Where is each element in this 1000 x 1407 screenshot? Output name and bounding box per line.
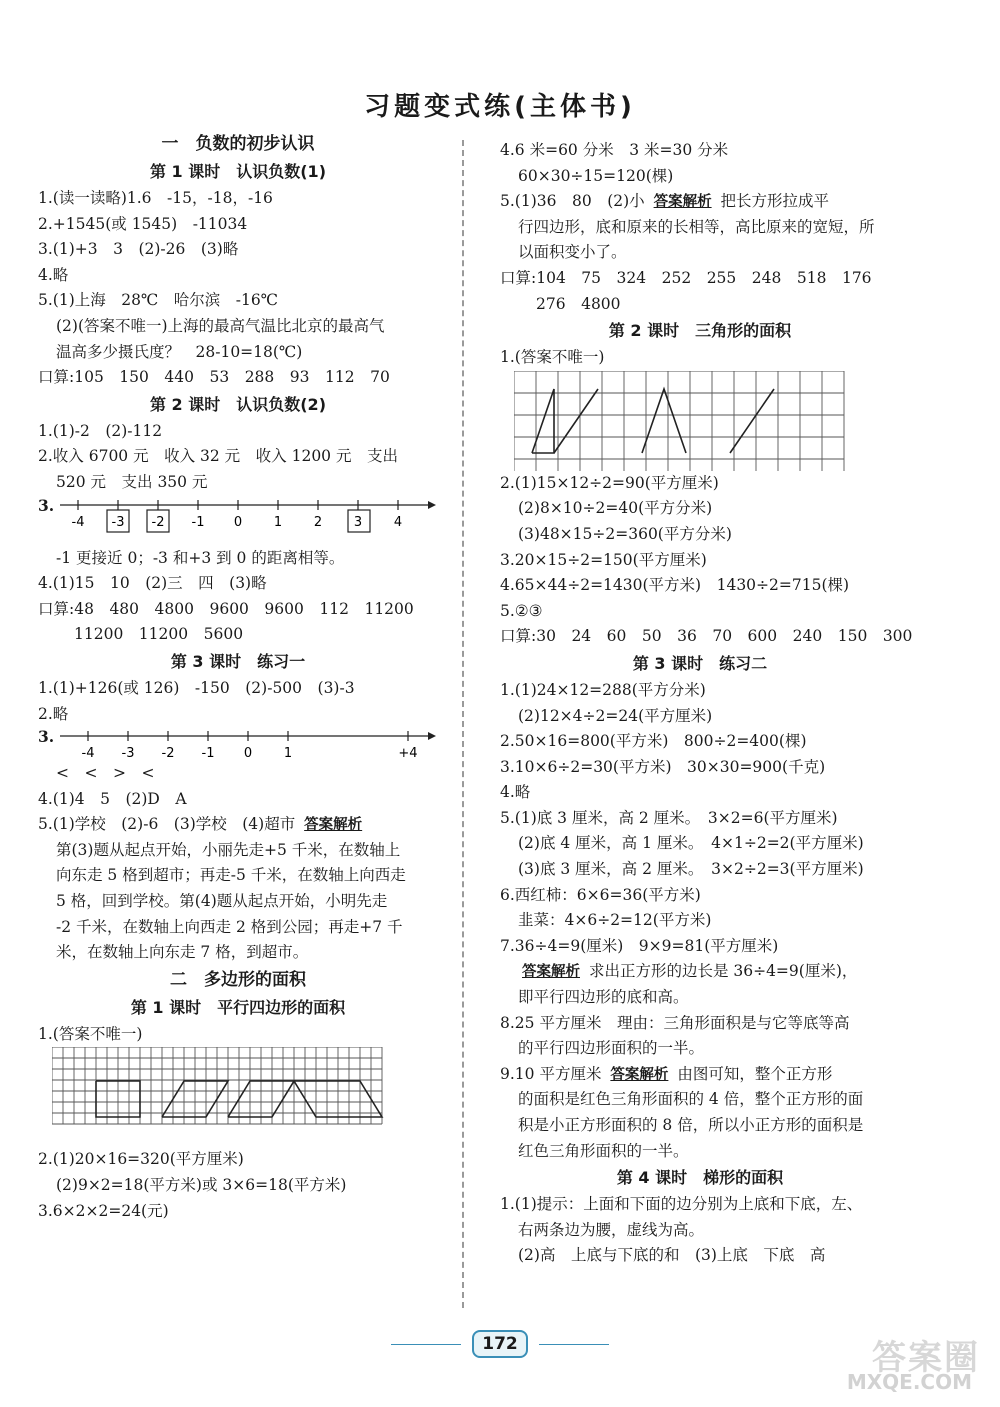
answer-line: (2)8×10÷2=40(平方分米)	[518, 499, 713, 518]
answer-line: 2.50×16=800(平方米) 800÷2=400(棵)	[500, 732, 807, 751]
answer-line: 6.西红柿：6×6=36(平方米)	[500, 885, 701, 904]
page-number: 172	[472, 1330, 528, 1358]
answer-line: 7.36÷4=9(厘米) 9×9=81(平方厘米)	[500, 936, 779, 955]
watermark-url: MXQE.COM	[846, 1370, 972, 1394]
tick-label: +4	[398, 746, 418, 762]
answer-line: 2.+1545(或 1545) -11034	[38, 214, 248, 233]
tick-label: 3	[353, 514, 363, 530]
answer-line: 4.略	[500, 783, 531, 802]
footer-rule-left	[391, 1344, 461, 1345]
answer-line: 3.6×2×2=24(元)	[38, 1201, 169, 1220]
answer-line: (2)9×2=18(平方米)或 3×6=18(平方米)	[56, 1176, 347, 1195]
answer-line: 即平行四边形的底和高。	[518, 988, 689, 1007]
answer-line: 4.(1)15 10 (2)三 四 (3)略	[38, 574, 267, 593]
answer-line	[38, 812, 438, 838]
tick-label: -2	[161, 746, 175, 762]
answer-line: (2)高 上底与下底的和 (3)上底 下底 高	[518, 1246, 826, 1265]
triangle-shape-2	[554, 389, 598, 453]
answer-line: 右两条边为腰，虚线为高。	[518, 1220, 705, 1239]
answer-text: 5.(1)36 80 (2)小	[500, 192, 645, 211]
answer-line: 5 格，回到学校。第(4)题从起点开始，小明先走	[56, 892, 388, 911]
number-line-figure-1	[38, 496, 438, 546]
left-column	[38, 130, 438, 1224]
answer-text: 5.(1)学校 (2)-6 (3)学校 (4)超市	[38, 815, 296, 834]
column-divider	[462, 140, 464, 1308]
answer-line: 第(3)题从起点开始，小丽先走+5 千米，在数轴上	[56, 840, 401, 859]
answer-line: 1.(答案不唯一)	[38, 1024, 143, 1043]
lesson-heading: 第 2 课时 认识负数(2)	[149, 394, 327, 414]
answer-line: 1.(1)24×12=288(平方分米)	[500, 680, 706, 699]
lesson-heading: 第 1 课时 认识负数(1)	[149, 162, 327, 181]
number-line-1	[38, 496, 438, 546]
answer-line: 红色三角形面积的一半。	[518, 1141, 689, 1160]
answer-text: 把长方形拉成平	[720, 192, 830, 211]
answer-line: 2.(1)20×16=320(平方厘米)	[38, 1150, 244, 1169]
parallelogram-grid	[52, 1047, 452, 1147]
lesson-heading: 第 3 课时 练习二	[632, 653, 768, 673]
answer-line: 向东走 5 格到超市；再走-5 千米，在数轴上向西走	[56, 866, 406, 885]
answer-line: 的面积是红色三角形面积的 4 倍，整个正方形的面	[518, 1090, 864, 1109]
tick-label: -2	[151, 514, 165, 530]
answer-line: 4.6 米=60 分米 3 米=30 分米	[500, 141, 729, 159]
answer-line: 1.(1)+126(或 126) -150 (2)-500 (3)-3	[38, 678, 355, 697]
answer-text: 求出正方形的边长是 36÷4=9(厘米)，	[588, 962, 858, 981]
tick-label: -1	[201, 746, 215, 762]
answer-line: 1.(读一读略)1.6 -15，-18，-16	[38, 189, 273, 207]
analysis-tag: 答案解析	[653, 194, 712, 211]
answer-line: 60×30÷15=120(棵)	[518, 166, 674, 185]
number-line-2	[38, 727, 438, 761]
answer-text: 由图可知，整个正方形	[677, 1064, 833, 1083]
answer-line: 积是小正方形面积的 8 倍，所以小正方形的面积是	[518, 1116, 864, 1134]
lesson-heading: 第 2 课时 三角形的面积	[608, 321, 792, 341]
answer-line: 1.(答案不唯一)	[500, 348, 605, 367]
triangle-shape-3	[642, 389, 686, 453]
analysis-tag: 答案解析	[610, 1066, 669, 1083]
tick-label: -3	[121, 746, 135, 762]
kousuan-line: 276 4800	[536, 294, 621, 313]
kousuan-line: 11200 11200 5600	[74, 625, 244, 644]
lesson-heading: 第 3 课时 练习一	[170, 651, 306, 671]
answer-line: 4.65×44÷2=1430(平方米) 1430÷2=715(棵)	[500, 576, 850, 595]
answer-line: 4.略	[38, 265, 69, 284]
answer-line: -2 千米，在数轴上向西走 2 格到公园；再走+7 千	[56, 917, 403, 936]
lesson-heading: 第 4 课时 梯形的面积	[616, 1168, 784, 1188]
answer-line: 2.收入 6700 元 收入 32 元 收入 1200 元 支出	[38, 447, 398, 466]
answer-line: 4.(1)4 5 (2)D A	[38, 789, 187, 808]
answer-line: 米，在数轴上向东走 7 格，到超市。	[56, 943, 309, 962]
tick-label: -1	[191, 514, 205, 530]
answer-line: 8.25 平方厘米 理由：三角形面积是与它等底等高	[500, 1013, 850, 1032]
answer-line: 1.(1)提示：上面和下面的边分别为上底和下底，左、	[500, 1195, 863, 1214]
unit-heading-1: 一 负数的初步认识	[161, 134, 315, 154]
watermark-logo: 答案圈	[872, 1338, 980, 1378]
answer-line: 2.略	[38, 704, 69, 723]
tick-label: 0	[243, 746, 253, 762]
answer-line: (2)12×4÷2=24(平方厘米)	[518, 706, 713, 725]
answer-line: 3.(1)+3 3 (2)-26 (3)略	[38, 240, 239, 259]
answer-line	[500, 959, 900, 985]
answer-line	[500, 189, 900, 215]
tick-label: 1	[273, 514, 283, 530]
answer-line: -1 更接近 0；-3 和+3 到 0 的距离相等。	[56, 548, 345, 567]
answer-line: 2.(1)15×12÷2=90(平方厘米)	[500, 473, 719, 492]
tick-label: 2	[313, 514, 323, 530]
tick-label: 0	[233, 514, 243, 530]
answer-line: 韭菜：4×6÷2=12(平方米)	[518, 911, 712, 930]
kousuan-line: 口算:30 24 60 50 36 70 600 240 150 300	[500, 627, 913, 646]
answer-line: (3)48×15÷2=360(平方分米)	[518, 524, 732, 543]
number-line-figure-2	[38, 727, 438, 761]
answer-line: 温高多少摄氏度？ 28-10=18(℃)	[56, 342, 303, 361]
kousuan-line: 口算:48 480 4800 9600 9600 112 11200	[38, 599, 414, 618]
kousuan-line: 口算:104 75 324 252 255 248 518 176	[500, 268, 872, 287]
kousuan-line: 口算:105 150 440 53 288 93 112 70	[38, 368, 390, 387]
answer-line: 5.(1)底 3 厘米，高 2 厘米。 3×2=6(平方厘米)	[500, 808, 838, 827]
right-column	[500, 138, 913, 1269]
answer-line: 以面积变小了。	[518, 243, 627, 262]
tick-label: -4	[81, 746, 95, 762]
tick-label: 1	[283, 746, 293, 762]
page-number-footer	[0, 1330, 1000, 1358]
triangle-shape-1	[532, 389, 554, 453]
triangle-grid	[514, 371, 914, 471]
answer-line	[500, 1062, 900, 1088]
tick-label: -4	[71, 514, 85, 530]
answer-line: < < > <	[56, 764, 155, 783]
answer-text: 9.10 平方厘米	[500, 1064, 602, 1083]
analysis-tag: 答案解析	[304, 817, 363, 834]
footer-rule-right	[539, 1344, 609, 1345]
answer-line: (3)底 3 厘米，高 2 厘米。 3×2÷2=3(平方厘米)	[518, 860, 864, 879]
answer-line: 5.(1)上海 28℃ 哈尔滨 -16℃	[38, 291, 279, 310]
answer-line: 5.②③	[500, 601, 543, 620]
lesson-heading: 第 1 课时 平行四边形的面积	[130, 997, 346, 1017]
analysis-tag: 答案解析	[522, 964, 580, 981]
answer-line: 520 元 支出 350 元	[56, 472, 208, 491]
answer-line: 3.10×6÷2=30(平方米) 30×30=900(千克)	[500, 757, 826, 776]
answer-line: 1.(1)-2 (2)-112	[38, 421, 163, 440]
question-number: 3.	[38, 727, 55, 747]
answer-line: 3.20×15÷2=150(平方厘米)	[500, 550, 707, 569]
page-title: 习题变式练(主体书)	[364, 92, 636, 122]
triangle-shape-4	[730, 389, 774, 453]
answer-line: 的平行四边形面积的一半。	[518, 1039, 705, 1058]
tick-label: -3	[111, 514, 125, 530]
tick-label: 4	[393, 514, 403, 530]
answer-line: 行四边形，底和原来的长相等，高比原来的宽短，所	[518, 217, 875, 236]
unit-heading-2: 二 多边形的面积	[170, 969, 306, 990]
question-number: 3.	[38, 495, 55, 515]
answer-line: (2)(答案不唯一)上海的最高气温比北京的最高气	[56, 316, 385, 335]
answer-line: (2)底 4 厘米，高 1 厘米。 4×1÷2=2(平方厘米)	[518, 834, 864, 853]
